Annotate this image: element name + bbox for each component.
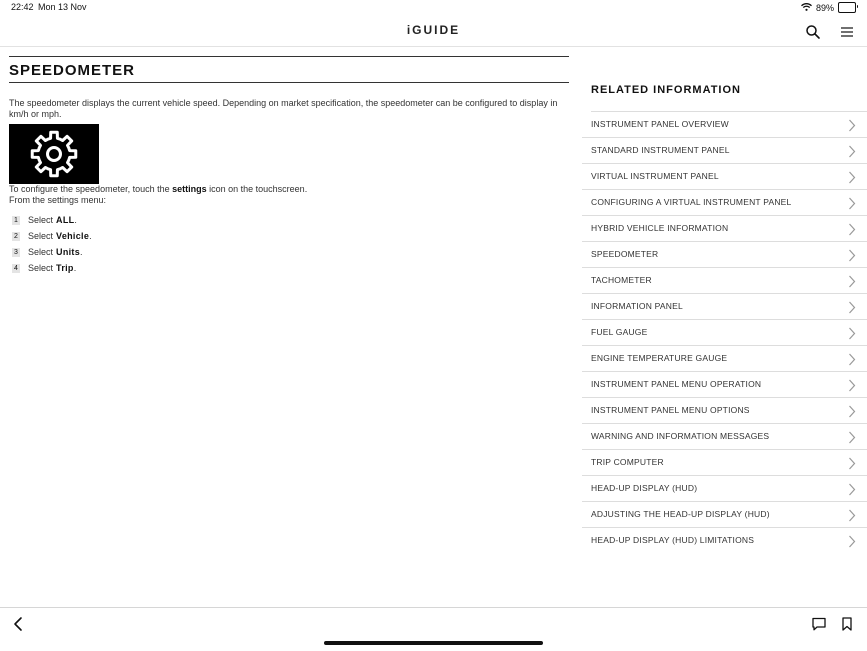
related-link[interactable] <box>582 398 867 424</box>
step-prefix: Select <box>28 215 54 225</box>
related-link-label: ADJUSTING THE HEAD-UP DISPLAY (HUD) <box>591 509 770 519</box>
related-link[interactable] <box>582 164 867 190</box>
step-bold: Trip <box>56 263 74 273</box>
status-time: 22:42 <box>11 2 34 12</box>
related-link-label: INSTRUMENT PANEL OVERVIEW <box>591 119 729 129</box>
related-link-label: TRIP COMPUTER <box>591 457 664 467</box>
configure-suffix: icon on the touchscreen. <box>206 184 308 194</box>
step-bold: Units <box>56 247 81 257</box>
configure-prefix: To configure the speedometer, touch the <box>9 184 173 194</box>
step-number: 1 <box>12 216 20 225</box>
intro-paragraph: The speedometer displays the current vehicle speed. Depending on market specification, the speedometer can be configured to display in km/h or mph. <box>9 98 558 119</box>
step-item <box>9 260 569 276</box>
chevron-right-icon <box>848 353 856 366</box>
related-link-label: FUEL GAUGE <box>591 327 648 337</box>
chevron-right-icon <box>848 509 856 522</box>
related-link-label: INSTRUMENT PANEL MENU OPTIONS <box>591 405 750 415</box>
step-bold: Vehicle <box>56 231 90 241</box>
related-link[interactable] <box>582 346 867 372</box>
bookmark-button[interactable] <box>840 616 854 637</box>
related-information-panel <box>582 84 867 553</box>
configure-bold: settings <box>172 184 207 194</box>
speech-bubble-icon <box>811 616 827 632</box>
wifi-icon <box>801 3 812 13</box>
related-link[interactable] <box>582 372 867 398</box>
chevron-right-icon <box>848 379 856 392</box>
step-prefix: Select <box>28 231 54 241</box>
related-link-label: HEAD-UP DISPLAY (HUD) <box>591 483 698 493</box>
chevron-right-icon <box>848 535 856 548</box>
chevron-right-icon <box>848 431 856 444</box>
chevron-right-icon <box>848 275 856 288</box>
chevron-right-icon <box>848 197 856 210</box>
home-indicator <box>324 641 543 645</box>
related-link-label: STANDARD INSTRUMENT PANEL <box>591 145 730 155</box>
related-link[interactable] <box>582 190 867 216</box>
related-link[interactable] <box>582 450 867 476</box>
chevron-right-icon <box>848 405 856 418</box>
related-link[interactable] <box>582 424 867 450</box>
step-item <box>9 244 569 260</box>
related-link[interactable] <box>582 528 867 553</box>
hamburger-menu-icon[interactable] <box>839 24 855 40</box>
related-link-label: HYBRID VEHICLE INFORMATION <box>591 223 729 233</box>
bookmark-icon <box>840 616 854 632</box>
step-prefix: Select <box>28 263 54 273</box>
related-link-label: INSTRUMENT PANEL MENU OPERATION <box>591 379 762 389</box>
chevron-right-icon <box>848 171 856 184</box>
chevron-right-icon <box>848 223 856 236</box>
chevron-right-icon <box>848 457 856 470</box>
step-suffix: . <box>74 215 77 225</box>
related-link[interactable] <box>582 294 867 320</box>
menu-intro: From the settings menu: <box>9 195 107 205</box>
related-link-label: ENGINE TEMPERATURE GAUGE <box>591 353 728 363</box>
back-button[interactable] <box>12 616 26 637</box>
settings-icon-tile <box>9 124 99 184</box>
status-indicators <box>801 2 856 13</box>
app-logo: iGUIDE <box>406 23 461 37</box>
related-link[interactable] <box>582 216 867 242</box>
step-prefix: Select <box>28 247 54 257</box>
related-link[interactable] <box>582 242 867 268</box>
related-link-label: CONFIGURING A VIRTUAL INSTRUMENT PANEL <box>591 197 792 207</box>
step-number: 4 <box>12 264 20 273</box>
related-link[interactable] <box>582 268 867 294</box>
status-bar <box>0 0 867 16</box>
steps-list <box>9 212 569 276</box>
battery-percent: 89% <box>815 2 834 13</box>
step-number: 3 <box>12 248 20 257</box>
chevron-right-icon <box>848 119 856 132</box>
chevron-right-icon <box>848 145 856 158</box>
gear-icon <box>27 127 81 181</box>
related-link-label: HEAD-UP DISPLAY (HUD) LIMITATIONS <box>591 535 755 545</box>
related-link-label: WARNING AND INFORMATION MESSAGES <box>591 431 770 441</box>
step-suffix: . <box>73 263 77 273</box>
article <box>9 56 569 276</box>
battery-icon <box>838 2 856 13</box>
related-link-label: SPEEDOMETER <box>591 249 659 259</box>
page-title: SPEEDOMETER <box>9 57 569 83</box>
chevron-right-icon <box>848 483 856 496</box>
app-header <box>0 16 867 47</box>
related-link[interactable] <box>582 112 867 138</box>
search-icon[interactable] <box>805 24 821 40</box>
chevron-right-icon <box>848 301 856 314</box>
related-link-label: TACHOMETER <box>591 275 652 285</box>
related-link-label: VIRTUAL INSTRUMENT PANEL <box>591 171 719 181</box>
chevron-left-icon <box>12 616 26 632</box>
related-link[interactable] <box>582 138 867 164</box>
chevron-right-icon <box>848 327 856 340</box>
related-link[interactable] <box>582 320 867 346</box>
step-bold: ALL <box>56 215 75 225</box>
related-title: RELATED INFORMATION <box>591 84 867 112</box>
related-link-label: INFORMATION PANEL <box>591 301 683 311</box>
chevron-right-icon <box>848 249 856 262</box>
status-date: Mon 13 Nov <box>38 2 87 12</box>
configure-paragraph <box>9 184 569 195</box>
related-link[interactable] <box>582 502 867 528</box>
related-link[interactable] <box>582 476 867 502</box>
step-suffix: . <box>89 231 92 241</box>
step-item <box>9 228 569 244</box>
step-suffix: . <box>80 247 83 257</box>
step-number: 2 <box>12 232 20 241</box>
feedback-button[interactable] <box>811 616 827 637</box>
step-item <box>9 212 569 228</box>
